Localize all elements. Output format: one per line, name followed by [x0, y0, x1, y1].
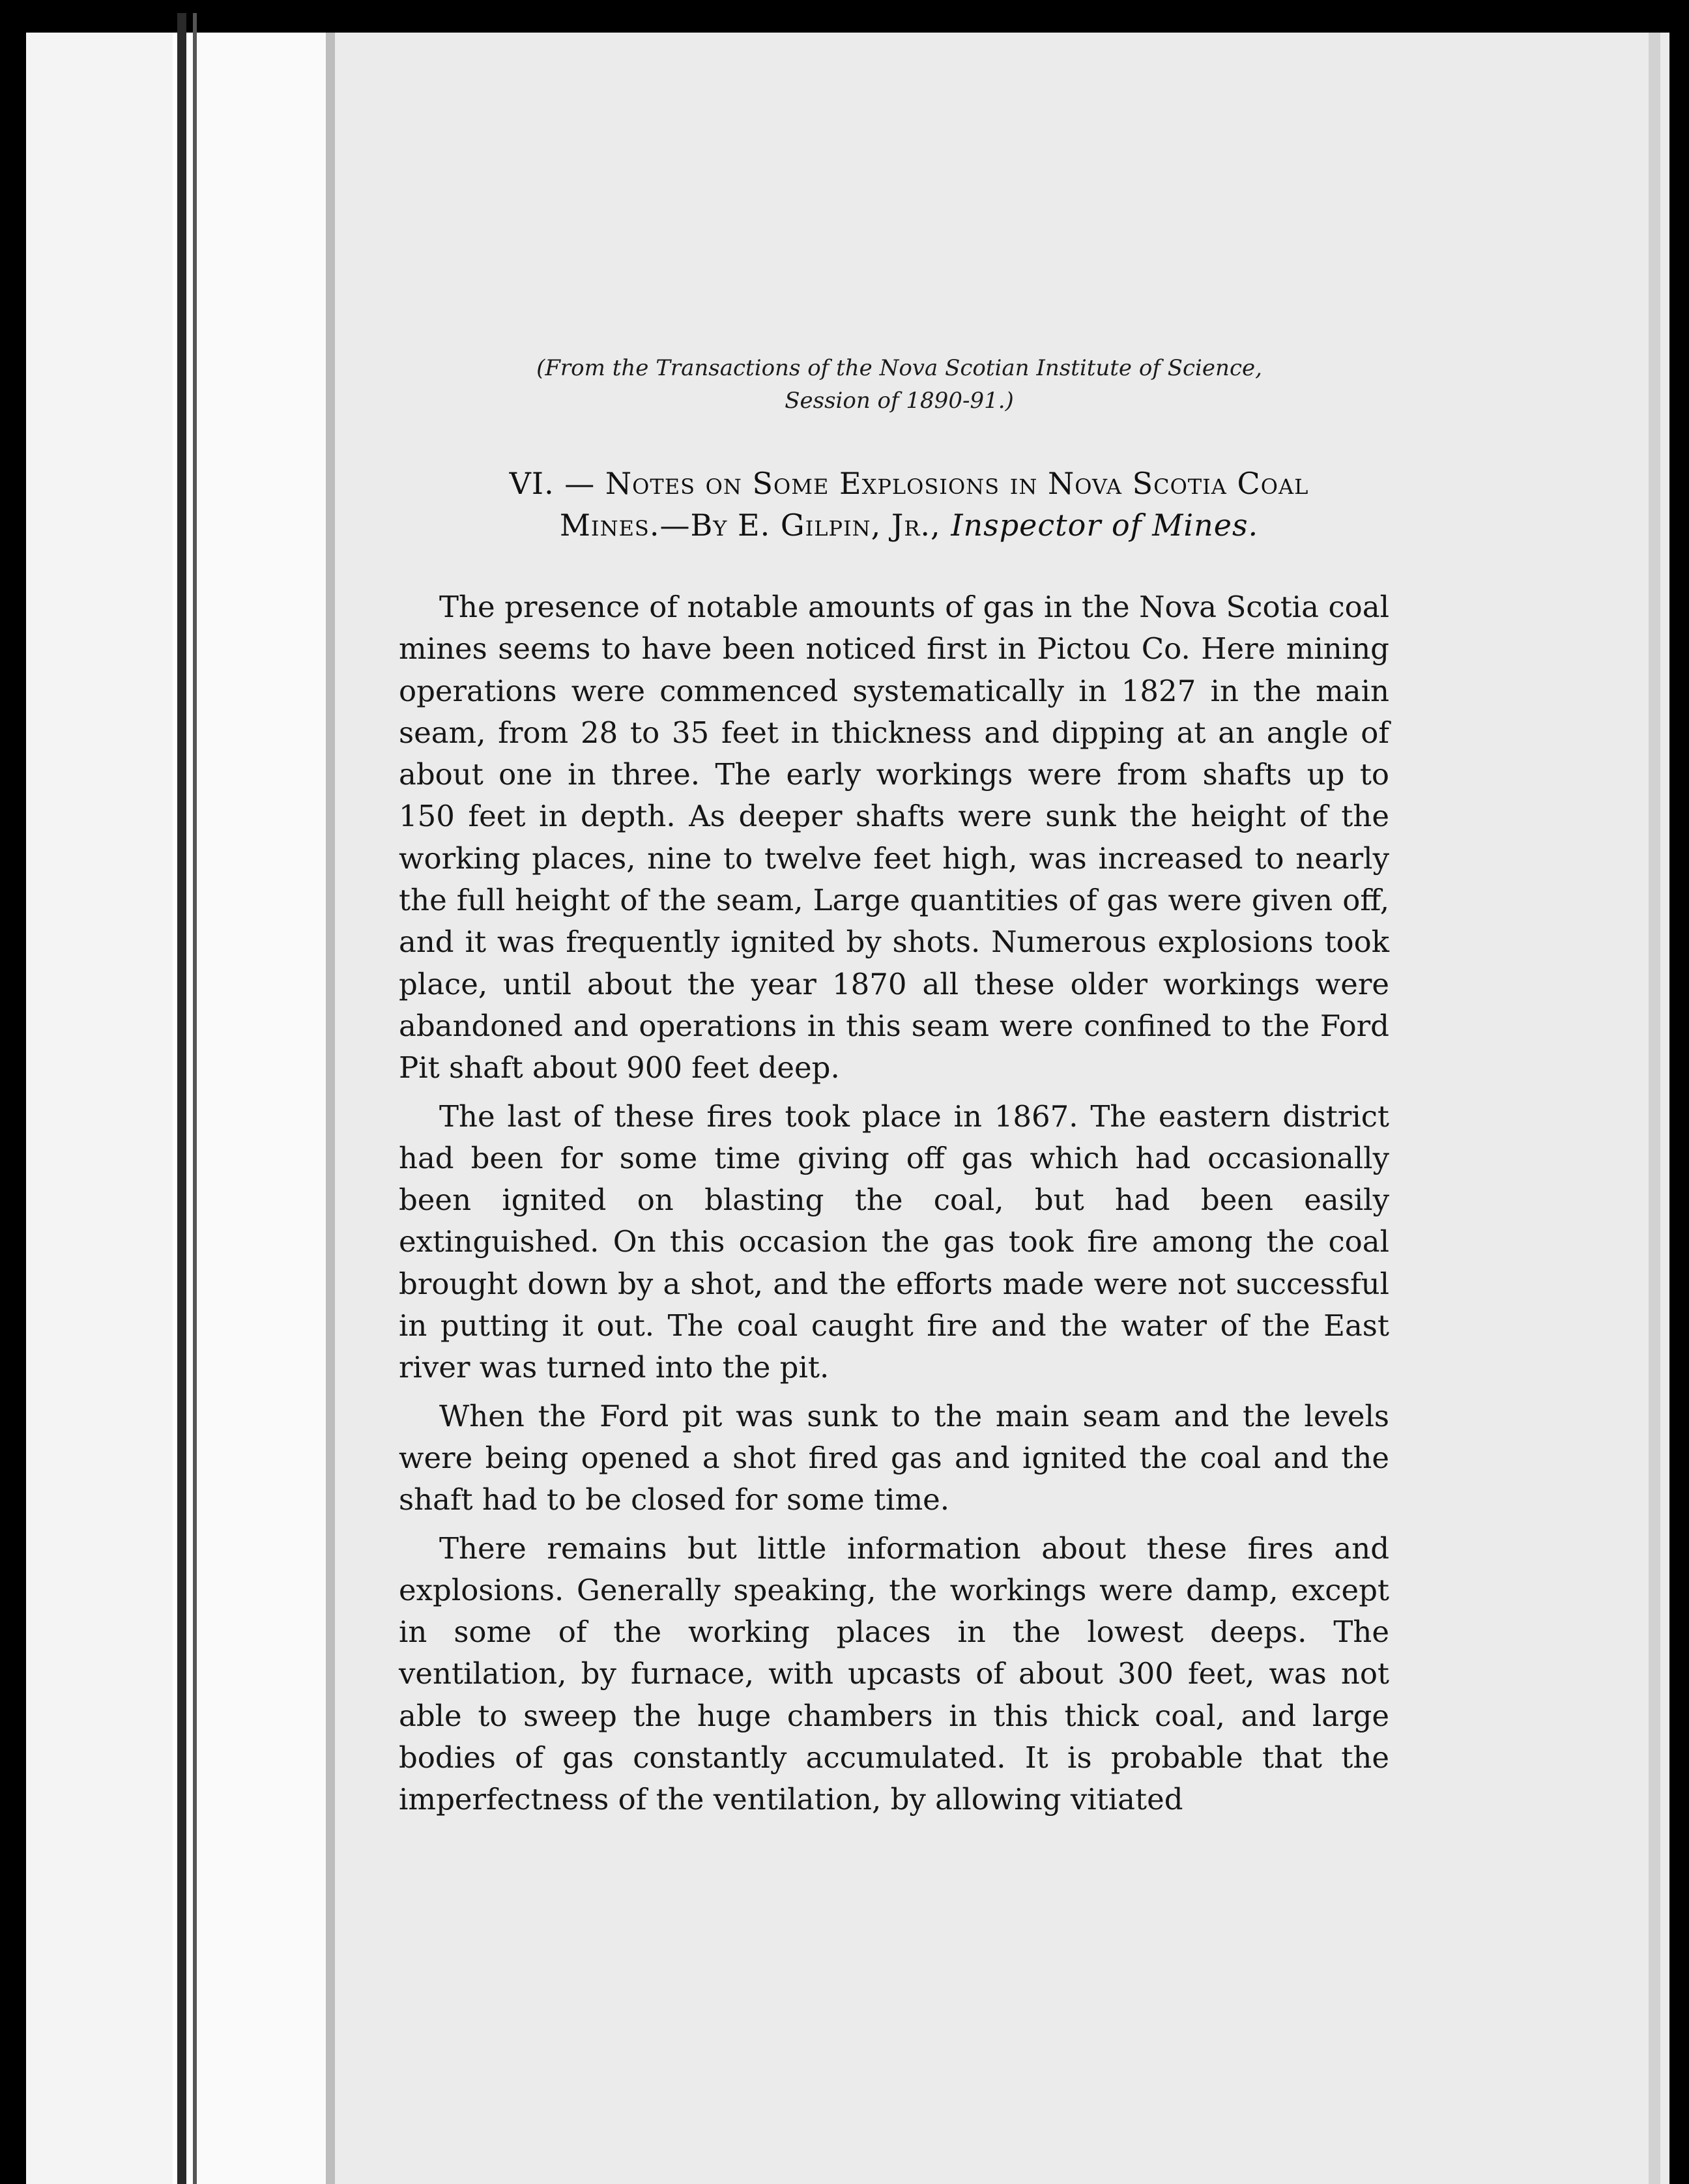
binding-gap	[197, 33, 327, 2184]
source-note-line-1: (From the Transactions of the Nova Scotian Institute of Science,	[536, 355, 1262, 381]
heading-author: Mines.—By E. Gilpin, Jr.,	[559, 508, 941, 543]
binding-edge	[177, 13, 186, 2184]
page-edge-right	[1649, 33, 1660, 2184]
heading-author-title: Inspector of Mines.	[951, 508, 1259, 543]
paragraph-1: The presence of notable amounts of gas in the Nova Scotia coal mines seems to have been noticed first in Pictou Co. Here mining operations were commenced systematically in 1827 in the main seam, from 28 to 35 feet in thickness and dipping at an angle of about one in three. The early workings were from shafts up to 150 feet in depth. As deeper shafts were sunk the height of the working places, nine to twelve feet high, was increased to nearly the full height of the seam, Large quantities of gas were given off, and it was frequently ignited by shots. Numerous explosions took place, until about the year 1870 all these older workings were abandoned and operations in this seam were confined to the Ford Pit shaft about 900 feet deep.	[399, 590, 1389, 1085]
heading-line-1: VI. — Notes on Some Explosions in Nova Scotia Coal	[509, 466, 1309, 501]
article-heading	[417, 463, 1401, 546]
scan-border-left	[0, 0, 26, 2184]
scan-border-right	[1669, 0, 1689, 2184]
source-note	[443, 352, 1355, 417]
paragraph-2: The last of these fires took place in 1867. The eastern district had been for some time giving off gas which had occasionally been ignited on blasting the coal, but had been easily extinguished. On this occasion the gas took fire among the coal brought down by a shot, and the efforts made were not successful in putting it out. The coal caught fire and the water of the East river was turned into the pit.	[399, 1099, 1389, 1385]
paragraph-3: When the Ford pit was sunk to the main seam and the levels were being opened a shot fired gas and ignited the coal and the shaft had to be closed for some time.	[399, 1398, 1389, 1517]
source-note-line-2: Session of 1890-91.)	[785, 388, 1014, 414]
scan-border-top	[0, 0, 1689, 33]
article-body	[399, 586, 1389, 1828]
gutter-shadow	[326, 33, 335, 2184]
paragraph-4: There remains but little information about these fires and explosions. Generally speaking, the workings were damp, except in some of the working places in the lowest deeps. The ventilation, by furnace, with upcasts of about 300 feet, was not able to sweep the huge chambers in this thick coal, and large bodies of gas constantly accumulated. It is probable that the imperfectness of the ventilation, by allowing vitiated	[399, 1530, 1389, 1817]
flyleaf	[26, 33, 173, 2184]
